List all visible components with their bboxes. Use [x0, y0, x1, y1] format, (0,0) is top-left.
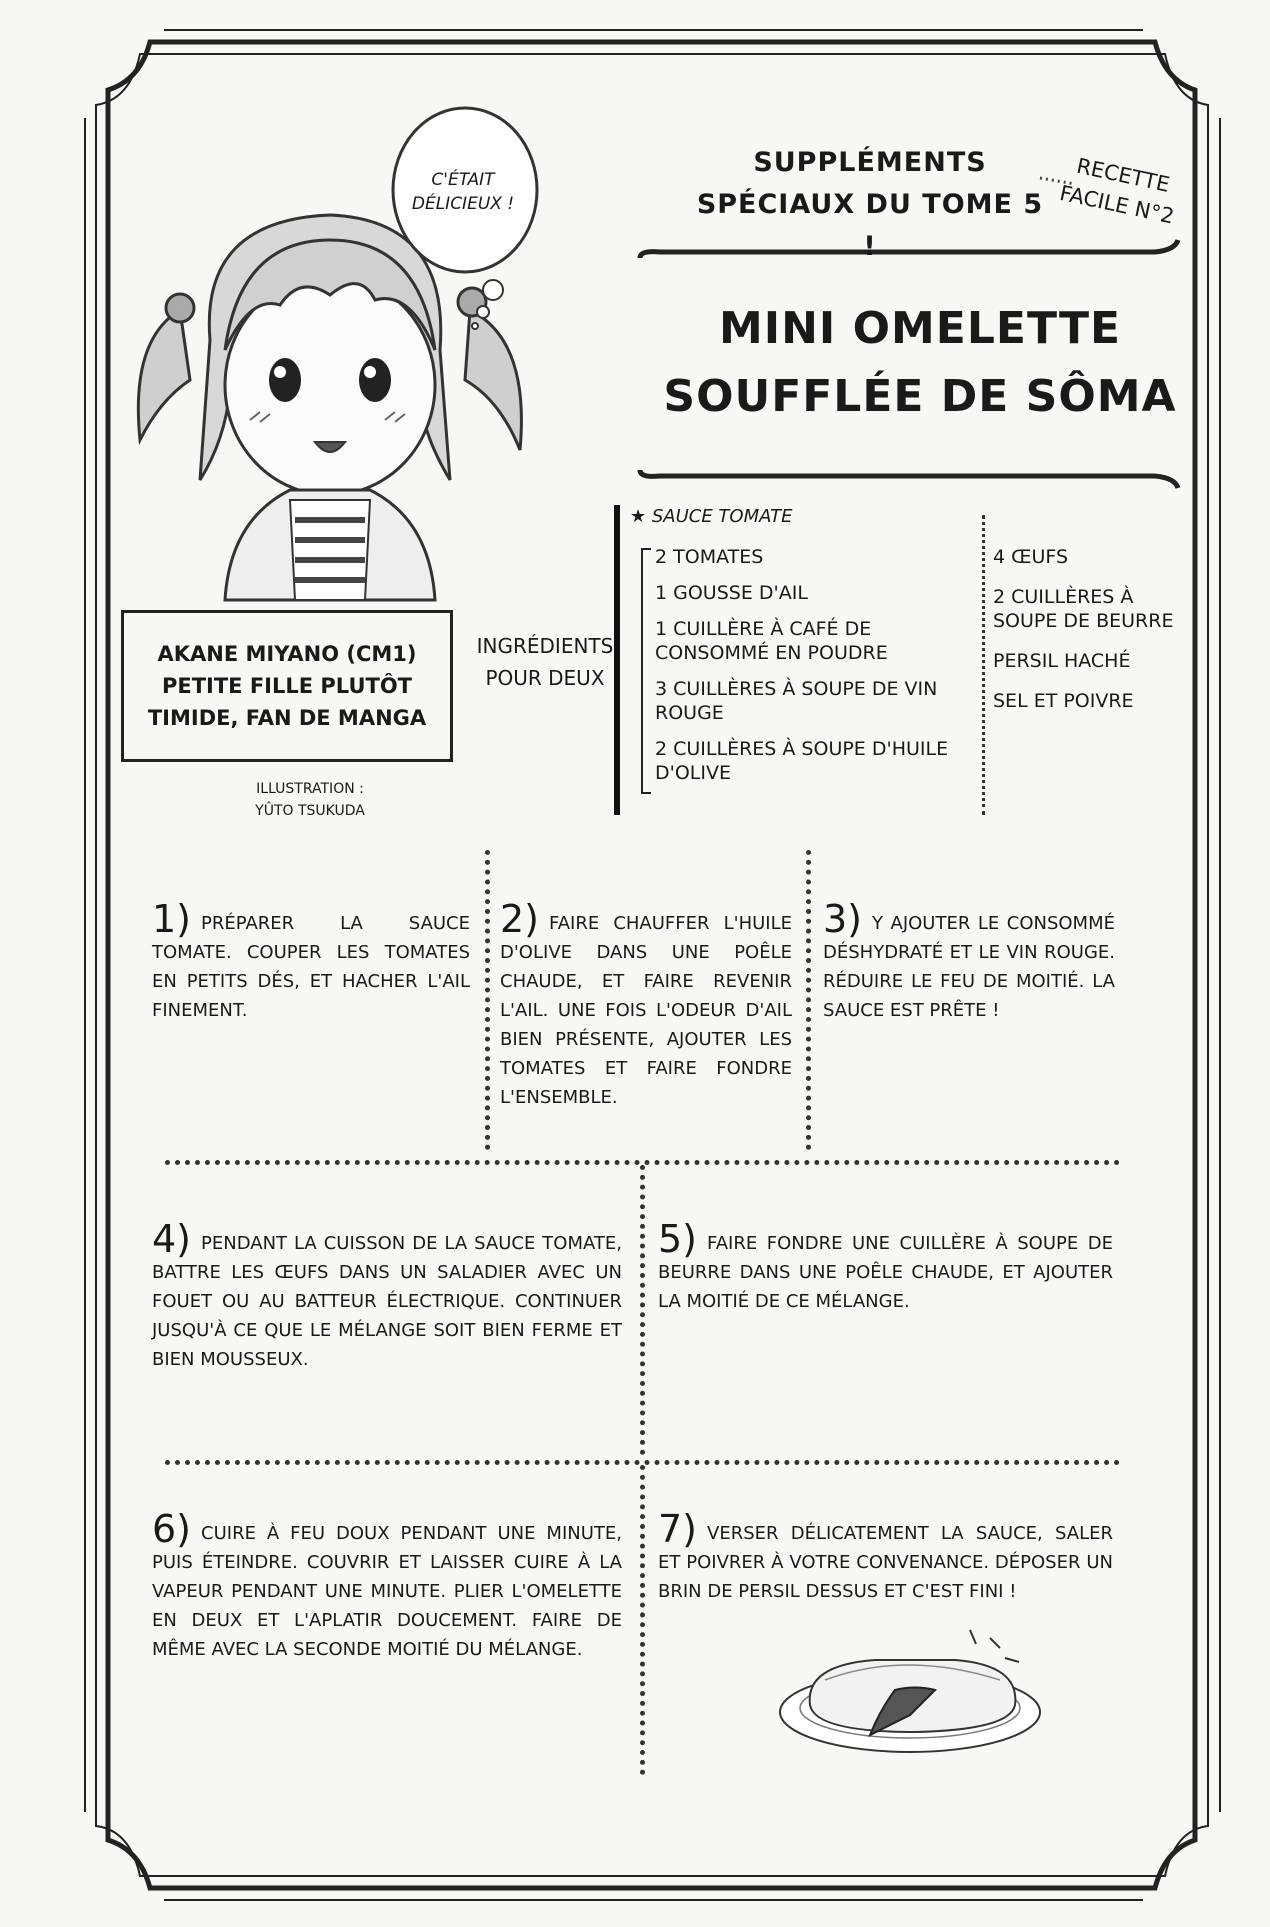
divider-vertical [485, 850, 490, 1150]
ingredients-label: INGRÉDIENTS POUR DEUX [476, 634, 614, 690]
step-text: VERSER DÉLICATEMENT LA SAUCE, SALER ET POIVRER À VOTRE CONVENANCE. DÉPOSER UN BRIN DE PERSIL DESSUS ET C'EST FINI ! [658, 1523, 1113, 1602]
step-text: FAIRE FONDRE UNE CUILLÈRE À SOUPE DE BEURRE DANS UNE POÊLE CHAUDE, ET AJOUTER LA MOITIÉ DE CE MÉLANGE. [658, 1233, 1113, 1312]
sauce-heading: ★ SAUCE TOMATE [630, 506, 793, 527]
list-item: 1 CUILLÈRE À CAFÉ DE CONSOMMÉ EN POUDRE [655, 618, 888, 664]
step-7 [658, 1507, 1113, 1606]
step-2 [500, 897, 792, 1112]
speech-bubble-text: C'ÉTAIT DÉLICIEUX ! [411, 170, 515, 214]
step-text: FAIRE CHAUFFER L'HUILE D'OLIVE DANS UNE POÊLE CHAUDE, ET FAIRE REVENIR L'AIL. UNE FOIS L'ODEUR D'AIL BIEN PRÉSENTE, AJOUTER LES TOMATES ET FAIRE FONDRE L'ENSEMBLE. [500, 913, 792, 1108]
list-item: SEL ET POIVRE [993, 690, 1134, 712]
divider-vertical [640, 1465, 645, 1775]
sauce-ingredients-list [655, 545, 975, 797]
list-item: 4 ŒUFS [993, 546, 1069, 568]
step-3 [823, 897, 1115, 1025]
ingredients-divider [982, 515, 985, 815]
list-item: 2 CUILLÈRES À SOUPE DE BEURRE [993, 586, 1174, 632]
character-description: AKANE MIYANO (CM1) PETITE FILLE PLUTÔT TIMIDE, FAN DE MANGA [147, 642, 427, 730]
divider-vertical [806, 850, 811, 1150]
step-5 [658, 1217, 1113, 1316]
step-number: 5) [658, 1217, 698, 1261]
step-1 [152, 897, 470, 1025]
list-item: 3 CUILLÈRES À SOUPE DE VIN ROUGE [655, 678, 938, 724]
step-number: 3) [823, 897, 863, 941]
character-description-box [121, 610, 453, 762]
step-text: CUIRE À FEU DOUX PENDANT UNE MINUTE, PUIS ÉTEINDRE. COUVRIR ET LAISSER CUIRE À LA VAPEUR PENDANT UNE MINUTE. PLIER L'OMELETTE EN DEUX ET L'APLATIR DOUCEMENT. FAIRE DE MÊME AVEC LA SECONDE MOITIÉ DU MÉLANGE. [152, 1523, 622, 1660]
step-text: Y AJOUTER LE CONSOMMÉ DÉSHYDRATÉ ET LE VIN ROUGE. RÉDUIRE LE FEU DE MOITIÉ. LA SAUCE EST PRÊTE ! [823, 913, 1115, 1021]
step-number: 1) [152, 897, 192, 941]
recipe-title: MINI OMELETTE SOUFFLÉE DE SÔMA [663, 303, 1177, 422]
list-item: 1 GOUSSE D'AIL [655, 582, 808, 604]
list-item: PERSIL HACHÉ [993, 650, 1131, 672]
step-4 [152, 1217, 622, 1374]
ingredients-bar [614, 505, 620, 815]
illustration-credit: ILLUSTRATION : YÛTO TSUKUDA [255, 781, 365, 819]
easy-recipe-label: RECETTE FACILE N°2 [1057, 153, 1177, 229]
supplements-title: SUPPLÉMENTS SPÉCIAUX DU TOME 5 ! [696, 147, 1044, 262]
step-number: 6) [152, 1507, 192, 1551]
step-6 [152, 1507, 622, 1664]
step-text: PRÉPARER LA SAUCE TOMATE. COUPER LES TOMATES EN PETITS DÉS, ET HACHER L'AIL FINEMENT. [152, 913, 470, 1021]
list-item: 2 TOMATES [655, 546, 764, 568]
step-number: 2) [500, 897, 540, 941]
step-number: 4) [152, 1217, 192, 1261]
step-text: PENDANT LA CUISSON DE LA SAUCE TOMATE, BATTRE LES ŒUFS DANS UN SALADIER AVEC UN FOUET OU AU BATTEUR ÉLECTRIQUE. CONTINUER JUSQU'À CE QUE LE MÉLANGE SOIT BIEN FERME ET BIEN MOUSSEUX. [152, 1233, 622, 1370]
sauce-bracket [641, 548, 651, 794]
other-ingredients-list [993, 545, 1203, 729]
step-number: 7) [658, 1507, 698, 1551]
list-item: 2 CUILLÈRES À SOUPE D'HUILE D'OLIVE [655, 738, 949, 784]
divider-vertical [640, 1165, 645, 1455]
omelette-illustration [775, 1620, 1065, 1760]
